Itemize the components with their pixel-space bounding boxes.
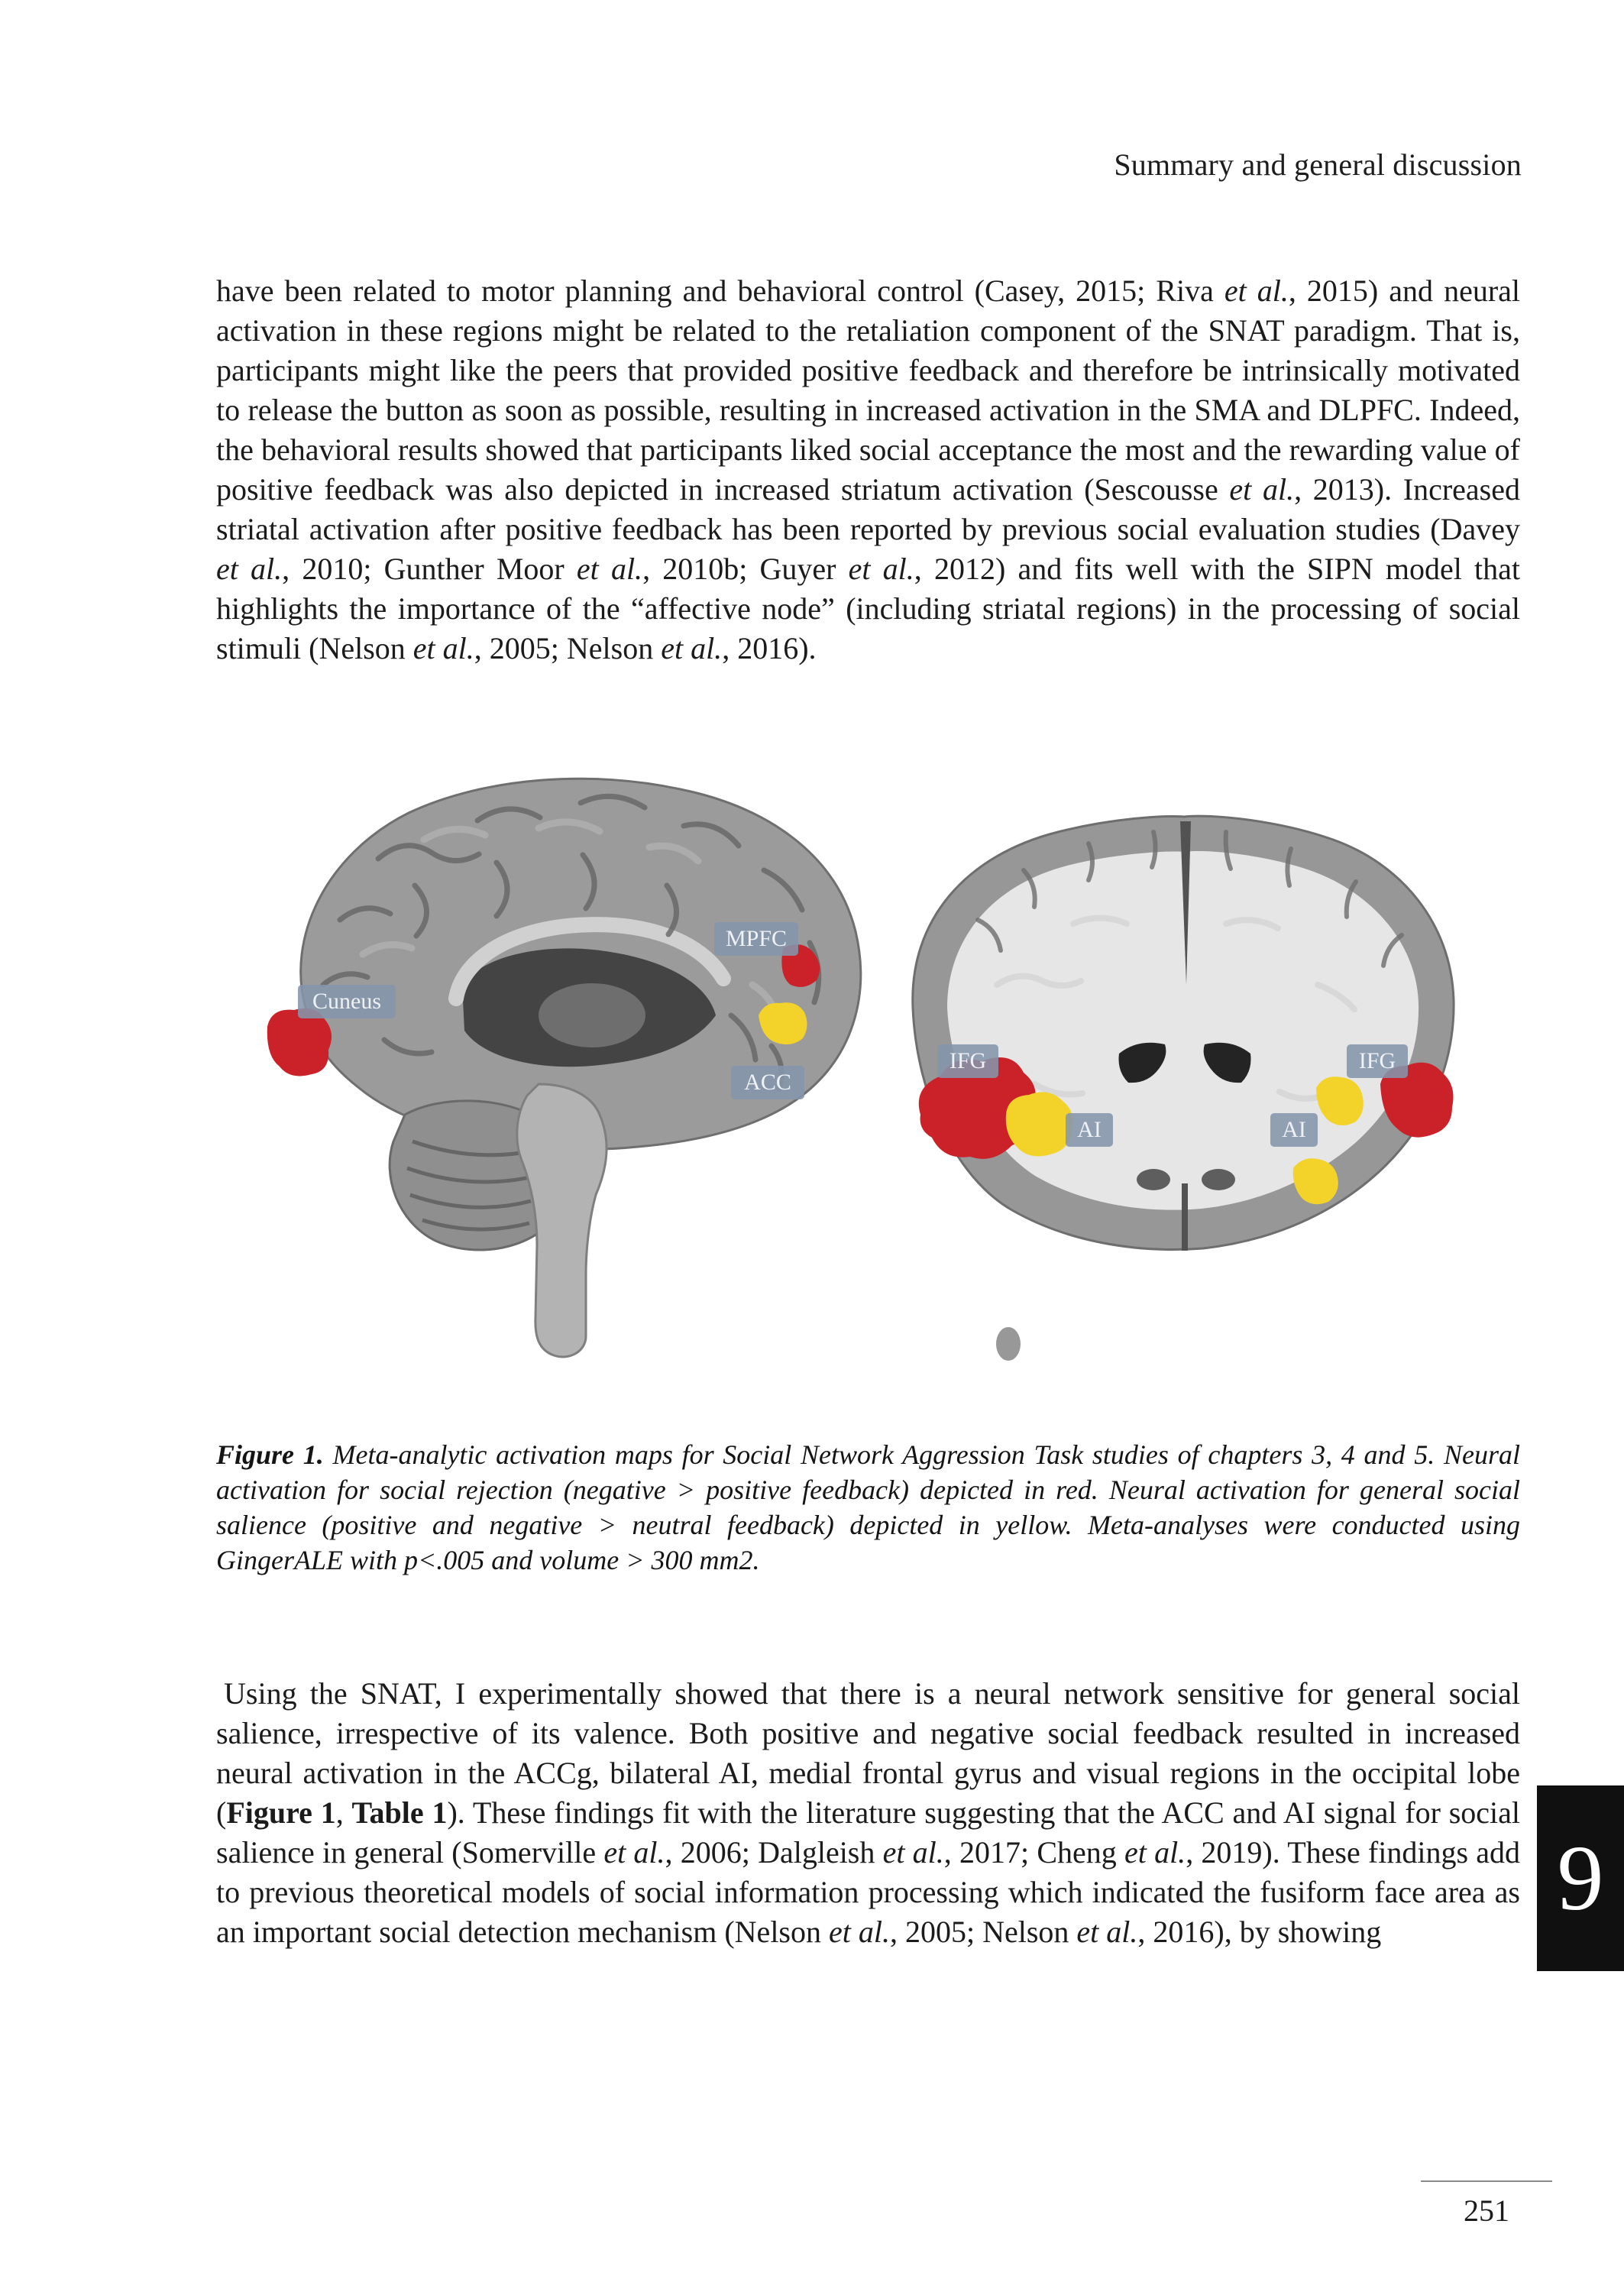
- footer-rule: [1421, 2180, 1552, 2182]
- label-chip-cuneus: [298, 985, 396, 1018]
- basal-dark-right: [1202, 1169, 1235, 1190]
- svg-text:AI: AI: [1282, 1117, 1306, 1142]
- chapter-tab: [1537, 1785, 1624, 1971]
- chapter-number: 9: [1557, 1826, 1604, 1930]
- label-chip-ifg-left: [937, 1044, 998, 1078]
- running-head: Summary and general discussion: [1114, 147, 1522, 182]
- svg-text:MPFC: MPFC: [725, 926, 788, 951]
- cuneus-activation-red: [267, 1008, 332, 1076]
- brain-activation-maps: [233, 756, 1470, 1382]
- page-footer: [1421, 2180, 1552, 2229]
- label-chip-acc: [731, 1066, 804, 1099]
- thalamus: [539, 983, 645, 1047]
- paragraph-2: Using the SNAT, I experimentally showed that there is a neural network sensitive for general social salience, irrespective of its valence. Both positive and negative social feedback resulted in increased neural activation in the ACCg, bilateral AI, medial frontal gyrus and visual regions in the occipital lobe (Figure 1, Table 1). These findings fit with the literature suggesting that the ACC and AI signal for social salience in general (Somerville et al., 2006; Dalgleish et al., 2017; Cheng et al., 2019). These findings add to previous theoretical models of social information processing which indicated the fusiform face area as an important social detection mechanism (Nelson et al., 2005; Nelson et al., 2016), by showing: [216, 1676, 1521, 1949]
- svg-text:Cuneus: Cuneus: [312, 989, 381, 1014]
- page-number: 251: [1464, 2193, 1509, 2228]
- figure-caption: Figure 1. Meta-analytic activation maps for Social Network Aggression Task studies of chapters 3, 4 and 5. Neural activation for social rejection (negative > positive feedback) depicted in red. Neural activation for general social salience (positive and negative > neutral feedback) depicted in yellow. Meta-analyses were conducted using GingerALE with p<.005 and volume > 300 mm2.: [216, 1439, 1520, 1575]
- label-chip-mpfc: [714, 922, 798, 956]
- label-chip-ifg-right: [1347, 1044, 1408, 1078]
- svg-text:AI: AI: [1077, 1117, 1102, 1142]
- svg-text:IFG: IFG: [949, 1048, 987, 1073]
- basal-dark-left: [1137, 1169, 1170, 1190]
- svg-text:IFG: IFG: [1358, 1048, 1396, 1073]
- label-chip-ai-left: [1066, 1113, 1113, 1147]
- page-content: [216, 0, 1520, 1952]
- figure-1: [233, 756, 1470, 1382]
- paragraph-1: have been related to motor planning and behavioral control (Casey, 2015; Riva et al., 2015) and neural activation in these regions might be related to the retaliation component of the SNAT paradigm. That is, participants might like the peers that provided positive feedback and therefore be intrinsically motivated to release the button as soon as possible, resulting in increased activation in the SMA and DLPFC. Indeed, the behavioral results showed that participants liked social acceptance the most and the rewarding value of positive feedback was also depicted in increased striatum activation (Sescousse et al., 2013). Increased striatal activation after positive feedback has been reported by previous social evaluation studies (Davey et al., 2010; Gunther Moor et al., 2010b; Guyer et al., 2012) and fits well with the SIPN model that highlights the importance of the “affective node” (including striatal regions) in the processing of social stimuli (Nelson et al., 2005; Nelson et al., 2016).: [216, 274, 1521, 665]
- label-chip-ai-right: [1270, 1113, 1318, 1147]
- temporal-fragment: [996, 1327, 1021, 1361]
- svg-text:ACC: ACC: [744, 1070, 791, 1095]
